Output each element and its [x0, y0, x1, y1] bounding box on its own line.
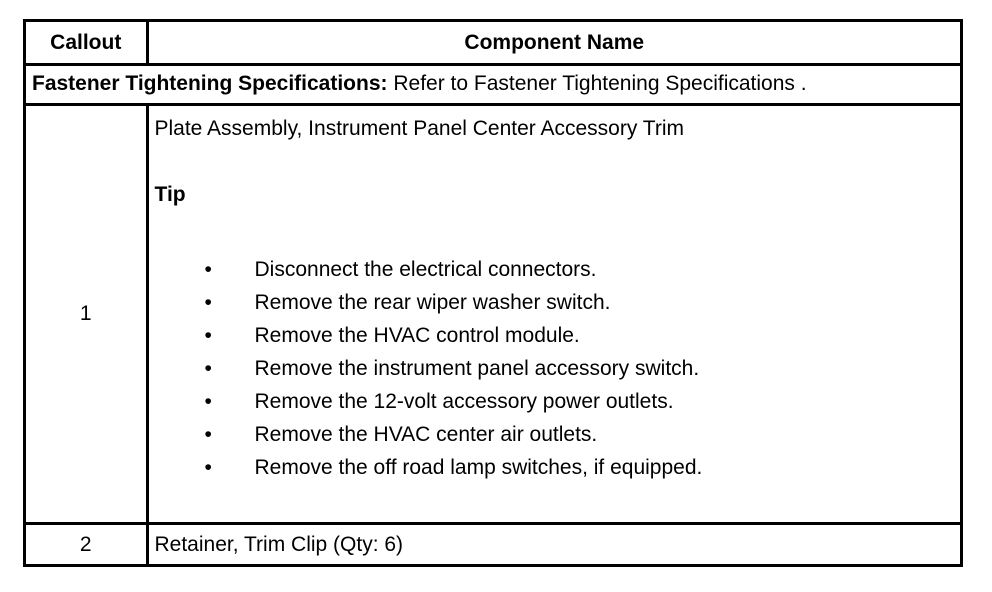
tip-text: Remove the HVAC center air outlets. [254, 422, 598, 446]
fastener-spec-label: Fastener Tightening Specifications: [32, 72, 388, 96]
bullet-icon: • [204, 257, 212, 281]
component-name: Plate Assembly, Instrument Panel Center Accessory Trim [154, 116, 684, 140]
component-name-cell: Retainer, Trim Clip (Qty: 6) [147, 523, 960, 564]
tip-item [155, 286, 955, 319]
component-table [26, 22, 960, 564]
tip-text: Remove the HVAC control module. [254, 323, 580, 347]
header-callout: Callout [26, 22, 147, 64]
tip-item [155, 319, 955, 352]
bullet-icon: • [204, 356, 212, 380]
tip-title: Tip [154, 182, 186, 206]
header-component-name: Component Name [147, 22, 960, 64]
tip-text: Disconnect the electrical connectors. [254, 257, 597, 281]
bullet-icon: • [204, 455, 212, 479]
component-table-frame [23, 19, 963, 567]
component-name-cell [147, 104, 960, 523]
tip-item [155, 352, 955, 385]
callout-cell: 1 [26, 104, 147, 523]
tip-text: Remove the rear wiper washer switch. [254, 290, 611, 314]
table-row [26, 523, 960, 564]
tip-item [155, 451, 955, 484]
fastener-spec-text: Refer to Fastener Tightening Specifications . [387, 72, 807, 96]
tip-item [155, 253, 955, 286]
fastener-spec-row [26, 64, 960, 104]
table-header-row [26, 22, 960, 64]
tip-list [155, 253, 955, 484]
bullet-icon: • [204, 290, 212, 314]
tip-text: Remove the instrument panel accessory switch. [254, 356, 700, 380]
table-row [26, 104, 960, 523]
callout-cell: 2 [26, 523, 147, 564]
tip-item [155, 385, 955, 418]
fastener-spec-cell [26, 64, 960, 104]
bullet-icon: • [204, 389, 212, 413]
bullet-icon: • [204, 422, 212, 446]
tip-item [155, 418, 955, 451]
tip-text: Remove the off road lamp switches, if equipped. [254, 455, 703, 479]
bullet-icon: • [204, 323, 212, 347]
tip-text: Remove the 12-volt accessory power outlets. [254, 389, 674, 413]
